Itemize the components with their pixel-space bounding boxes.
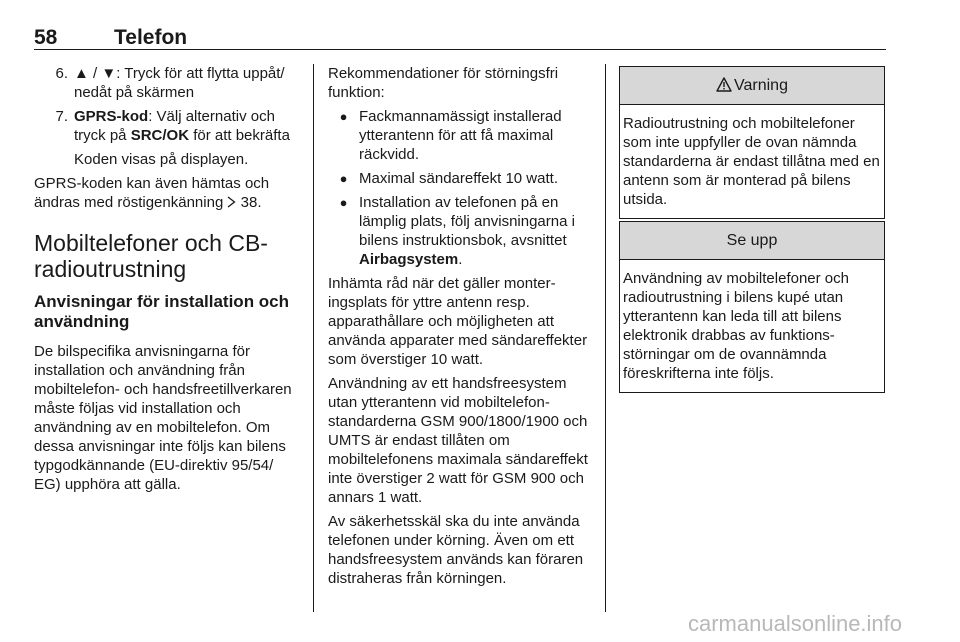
antenna-paragraph: Inhämta råd när det gäller monteringsplats för yttre antenn resp. apparathållare och möjligheten att använda apparater med sändareffekter som överstiger 10 watt. (328, 275, 588, 368)
step-text: GPRS-kod: Välj alternativ och tryck på SRC/OK för att bekräfta (74, 108, 290, 144)
column-divider-right (605, 64, 606, 612)
caution-text: Användning av mobiltelefoner och radioutrustning i bilens kupé utan ytterantenn kan leda till att bilens elektronik drabbas av funktionsstörningar om de ovannämnda föreskrifterna inte följs. (623, 270, 849, 382)
watermark: carmanualsonline.info (688, 611, 903, 636)
column-left (34, 64, 298, 494)
page-number: 58 (34, 26, 58, 49)
section-heading: Mobiltelefoner och CB-radioutrustning (34, 230, 268, 282)
airbagsystem-link: Airbagsystem (359, 251, 459, 268)
column-divider-left (313, 64, 314, 612)
installation-paragraph: De bilspecifika anvisningarna för installation och användning från mobiltelefon- och handsfreetillverkaren måste följas vid installation och användning av en mobiltelefon. Om dessa anvisningar inte följs kan bilens typgodkännande (EU-direktiv 95/54/ EG) upphöra att gälla. (34, 343, 292, 493)
step-7-note: Koden visas på displayen. (74, 151, 249, 168)
chapter-title: Telefon (114, 26, 188, 49)
gprs-kod-label: GPRS-kod (74, 108, 149, 125)
step-6 (34, 64, 298, 102)
page-reference: 38. (227, 194, 261, 211)
bullet-icon: ● (339, 171, 348, 186)
step-7 (34, 107, 298, 145)
recommendations-intro: Rekommendationer för störningsfri funktion: (328, 65, 559, 101)
warning-triangle-icon (716, 77, 732, 92)
safety-paragraph: Av säkerhetsskäl ska du inte använda telefonen under körning. Även om ett handsfreesystem används kan föraren distraheras från körningen. (328, 513, 584, 587)
step-number: 7. (55, 108, 68, 125)
bullet-icon: ● (339, 195, 348, 210)
arrow-reference-icon (227, 196, 236, 208)
warning-title: Varning (734, 77, 788, 94)
step-text: ▲ / ▼: Tryck för att flytta uppåt/ nedåt på skärmen (74, 65, 285, 101)
page-header (34, 28, 886, 50)
subsection-heading: Anvisningar för installation och användning (34, 292, 290, 331)
list-item: ● Maximal sändareffekt 10 watt. (328, 169, 594, 188)
list-item: ● Installation av telefonen på en lämplig plats, följ anvisningarna i bilens instruktionsbok, avsnittet Airbagsystem. (328, 193, 594, 269)
column-middle (328, 64, 594, 588)
bullet-icon: ● (339, 109, 348, 124)
warning-box (619, 66, 885, 219)
src-ok-label: SRC/OK (130, 127, 190, 144)
caution-title: Se upp (726, 232, 778, 249)
handsfree-paragraph: Användning av ett handsfreesystem utan ytterantenn vid mobiltelefonstandarderna GSM 900/1800/1900 och UMTS är endast tillåten om mobiltelefonens maximala sändareffekt inte överstiger 2 watt för GSM 900 och annars 1 watt. (328, 375, 588, 506)
warning-text: Radioutrustning och mobiltelefoner som inte uppfyller de ovan nämnda standarderna är endast tillåtna med en antenn som är monterad på bilens utsida. (623, 115, 880, 208)
warning-box-header (620, 67, 884, 105)
caution-box (619, 221, 885, 393)
step-number: 6. (55, 65, 68, 82)
gprs-paragraph: GPRS-koden kan även hämtas och ändras med röstigenkänning 38. (34, 175, 270, 211)
caution-box-header (620, 222, 884, 260)
list-item: ● Fackmannamässigt installerad ytterantenn för att få maximal räckvidd. (328, 107, 594, 164)
recommendations-list (328, 107, 594, 269)
